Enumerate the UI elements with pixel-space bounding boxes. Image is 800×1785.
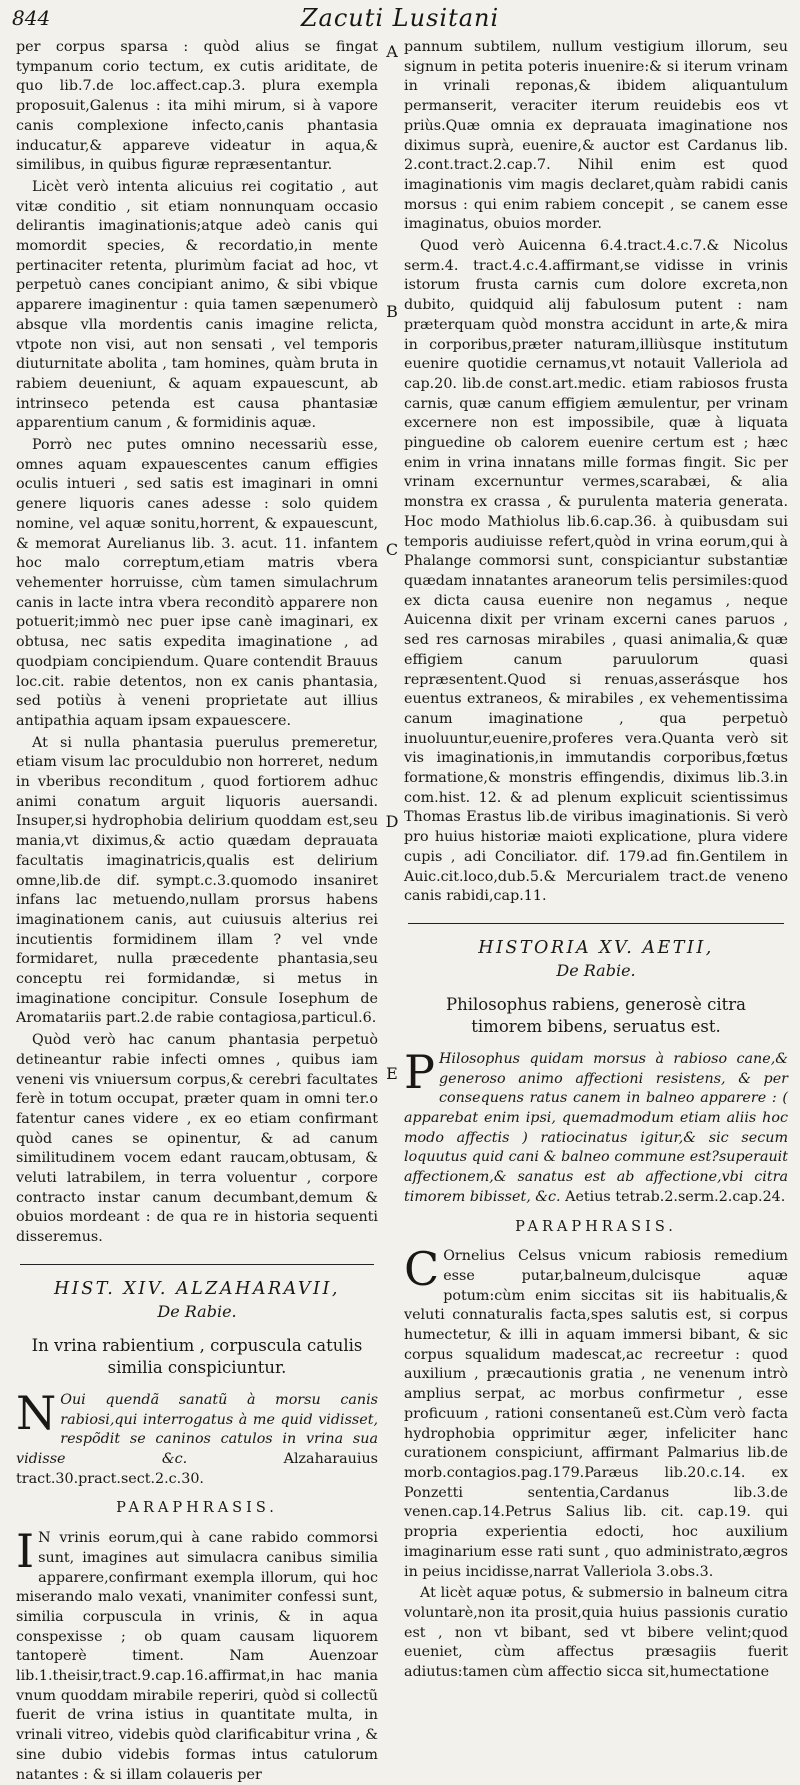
quote-reference: Aetius tetrab.2.serm.2.cap.24.: [565, 1188, 786, 1205]
paragraph: per corpus sparsa : quòd alius se fingat tympanum corio tectum, ex cutis ariditate, de quo lib.7.de loc.affect.cap.3. plura exempla proposuit,Galenus : ita mihi mirum, si à vapore canis complexione infecto,canis phantasia inducatur,& appareve videatur in aqua,& similibus, in quibus figuræ repræsentantur.: [16, 39, 378, 174]
paraphrasis-heading: PARAPHRASIS.: [515, 1218, 677, 1235]
margin-letter-c: C: [385, 540, 399, 559]
history-quote: [404, 1044, 788, 1208]
quote-reference: Alzaharauius tract.30.pract.sect.2.c.30.: [16, 1451, 378, 1487]
running-head: [12, 4, 788, 36]
drop-cap: C: [404, 1242, 440, 1297]
history-summary: In vrina rabientium , corpuscula catulis similia conspiciuntur.: [31, 1335, 363, 1377]
history-subheading: De Rabie.: [556, 960, 636, 980]
drop-cap: I: [16, 1524, 35, 1579]
paragraph: At licèt aquæ potus, & submersio in balneum citra voluntarè,non ita prosit,quia huius passionis curatio est , non vt bibant, sed vt bibere velint;quod eueniet, cùm affectus præsagiis fuerit adiutus:tamen cùm affectio sicca sit,humectatione: [404, 1585, 788, 1681]
section-divider: [408, 923, 784, 924]
margin-letter-d: D: [385, 812, 399, 831]
drop-cap: P: [404, 1044, 435, 1099]
margin-letter-e: E: [386, 1064, 398, 1083]
history-quote: [16, 1385, 378, 1490]
paraphrasis-text: [16, 1524, 378, 1785]
paragraph: Quòd verò hac canum phantasia perpetuò detineantur rabie infecti omnes , quibus iam veneni vis vniuersum corpus,& cerebri facultates ferè in totum occupat, præter quam in omni ter.o fatentur canes videre , ex eo etiam confirmant quòd canes se opinentur, & ad canum similitudinem vocem edant raucam,obtusam, & veluti latrabilem, in terra voluentur , corpore contracto instar canum decumbant,demum & obuios mordeant : de qua re in historia sequenti disseremus.: [16, 1032, 378, 1246]
quote-text: Hilosophus quidam morsus à rabioso cane,& generoso animo affectioni resistens, & per consequens ratus canem in balneo apparere : ( apparebat enim ipsi, quemadmodum etiam aliis hoc modo affectis ) ratiocinatus igitur,& sic secum loquutus quid cani & balneo commune est?superauit affectionem,& sanatus est ab affectione,vbi citra timorem bibisset, &c.: [404, 1050, 788, 1205]
paraphrasis-heading: PARAPHRASIS.: [116, 1500, 278, 1517]
paraphrasis-body: Ornelius Celsus vnicum rabiosis remedium esse putar,balneum,dulcisque aquæ potum:cùm enim siccitas sit iis habitualis,& veluti connaturalis facta,spes salutis est, si corpus humectetur, & illi in aquam immersi bibant, & sic corpus squalidum madescat,ac recreetur : quod auxilium , præcautionis gratia , ne venenum intrò amplius serpat, ac morbus confirmetur , esse proficuum , rationi consentaneũ est.Cùm verò facta hydrophobia opprimitur æger, infeliciter hanc curationem conspiciunt, affirmant Palmarius lib.de morb.contagios.pag.179.Paræus lib.20.c.14. ex Ponzetti sententia,Cardanus lib.3.de venen.cap.14.Petrus Salius lib. cit. cap.19. qui propria experientia edocti, hoc auxilium imaginarium esse rati sunt , quo administrato,ægros in peius incidisse,narrat Valleriola 3.obs.3.: [404, 1248, 788, 1580]
left-column: [16, 38, 378, 1783]
history-summary: Philosophus rabiens, generosè citra timorem bibens, seruatus est.: [446, 994, 746, 1036]
history-subheading: De Rabie.: [157, 1301, 237, 1321]
paragraph: Licèt verò intenta alicuius rei cogitatio , aut vitæ conditio , sit etiam nonnunquam occasio delirantis imaginationis;atque adeò canis qui momordit species, & recordatio,in mente pertinaciter retenta, plurimùm faciat ad hoc, vt perpetuò canes concipiant animo, & sibi vbique apparere imaginentur : quia tamen sæpenumerò absque vlla mordentis canis imagine relicta, vtpote non visi, aut non sensati , vel temporis diuturnitate abolita , tam homines, quàm bruta in rabiem deueniunt, & aquam expauescunt, ab intrinseco petenda est causa phantasiæ apparentium canum , & formidinis aquæ.: [16, 178, 378, 432]
paragraph: Quod verò Auicenna 6.4.tract.4.c.7.& Nicolus serm.4. tract.4.c.4.affirmant,se vidisse in vrinis istorum frusta carnis cum dolore excreta,non dubito, quidquid alij fabulosum putent : nam præterquam quòd monstra accidunt in arte,& mira in corporibus,præter naturam,illiùsque institutum euenire quotidie cernamus,vt notauit Valleriola ad cap.20. lib.de const.art.medic. etiam rabiosos frusta carnis, quæ canum effigiem æmulentur, per vrinam excernere non est impossibile, quæ à liquata pinguedine ob calorem euenire certum est ; hæc enim in vrina innatans mille formas fingit. Sic per vrinam excernuntur vermes,scarabæi, & alia monstra ex crassa , & purulenta materia generata. Hoc modo Mathiolus lib.6.cap.36. à quibusdam sui temporis audiuisse refert,quòd in vrina eorum,qui à Phalange commorsi sunt, conspiciantur substantiæ quædam innatantes araneorum telis persimiles:quod ex dicta causa euenire non negamus , neque Auicenna dixit per vrinam excerni canes paruos , sed res carnosas mirabiles , quasi animalia,& quæ effigiem canum paruulorum quasi repræsentent.Quod si renuas,asserásque hos euentus extraneos, & mirabiles , ex vehementissima canum imaginatione , qua perpetuò inuoluuntur,euenire,proferes vera.Quanta verò sit vis imaginationis,in immutandis corporibus,fœtus formatione,& monstris effingendis, diximus lib.3.in com.hist. 12. & ad plenum explicuit scientissimus Thomas Erastus lib.de viribus imaginationis. Si verò pro huius historiæ maioti explicatione, plura videre cupis , adi Conciliator. dif. 179.ad fin.Gentilem in Auic.cit.loco,dub.5.& Mercurialem tract.de veneno canis rabidi,cap.11.: [404, 238, 788, 905]
paraphrasis-body: N vrinis eorum,qui à cane rabido commorsi sunt, imagines aut simulacra canibus similia apparere,confirmant exempla illorum, qui hoc miserando malo vexati, vnanimiter confessi sunt, similia corpuscula in vrinis, & in aqua conspexisse ; ob quam causam liquorem tantoperè timent. Nam Auenzoar lib.1.theisir,tract.9.cap.16.affirmat,in hac mania vnum quoddam mirabile reperiri, quòd si collectũ fuerit de vrina istius in quantitate multa, in vrinali vitreo, videbis quòd clarificabitur vrina , & sine dubio videbis formas intus catulorum natantes : & si illam colaueris per: [16, 1530, 378, 1783]
running-title: Zacuti Lusitani: [300, 4, 500, 32]
paraphrasis-text: [404, 1242, 788, 1582]
section-divider: [20, 1264, 374, 1265]
drop-cap: N: [16, 1385, 57, 1440]
paragraph: At si nulla phantasia puerulus premeretur, etiam visum lac proculdubio non horreret, nedum in vberibus reconditum , quod fortiorem adhuc animi conatum arguit liquoris auersandi. Insuper,si hydrophobia delirium quoddam est,seu mania,vt diximus,& actio quædam deprauata facultatis imaginatricis,qualis est delirium omne,lib.de dif. sympt.c.3.quomodo insaniret infans lac metuendo,nullam prorsus habens imaginationem canis, aut cuiusuis alterius rei incutientis formidinem illam ? vel vnde formidaret, nulla præcedente phantasia,seu conceptu rei formidandæ, si metus in imaginatione concipitur. Consule Iosephum de Aromatariis part.2.de rabie contagiosa,particul.6.: [16, 734, 378, 1027]
paragraph: pannum subtilem, nullum vestigium illorum, seu signum in petita poteris inuenire:& si iterum vrinam in vrinali reponas,& ibidem aliquantulum permanserit, veraciter iterum reuidebis eos vt priùs.Quæ omnia ex deprauata imaginatione nos diximus suprà, euenire,& auctor est Cardanus lib. 2.cont.tract.2.cap.7. Nihil enim est quod imaginationis vim magis declaret,quàm rabidi canis morsus : qui enim rabiem concepit , se canem esse imaginatus, obuios morder.: [404, 39, 788, 233]
history-heading: HIST. XIV. ALZAHARAVII,: [54, 1278, 340, 1299]
margin-letter-a: A: [386, 42, 398, 61]
margin-letter-b: B: [386, 302, 398, 321]
right-column: [404, 38, 788, 1681]
history-heading: HISTORIA XV. AETII,: [478, 937, 714, 958]
quote-text: Oui quendã sanatũ à morsu canis rabiosi,qui interrogatus à me quid vidisset, respõdit se caninos catulos in vrina sua vidisse &c.: [16, 1391, 378, 1467]
paragraph: Porrò nec putes omnino necessariù esse, omnes aquam expauescentes canum effigies oculis intueri , sed satis est imaginari in omni genere liquoris canes adesse : solo quidem nomine, vel aquæ sonitu,horrent, & expauescunt, & memorat Aurelianus lib. 3. acut. 11. infantem hoc malo correptum,etiam matris vbera vehementer horruisse, cùm tamen simulachrum canis in lacte intra vbera reconditò apparere non potuerit;immò nec puer ipse canè imaginari, ex obtusa, nec satis expedita imaginatione , ad quodpiam concipiendum. Quare contendit Brauus loc.cit. rabie detentos, non ex canis phantasia, sed potiùs à veneni proprietate aut illius antipathia aquam ipsam expauescere.: [16, 437, 378, 729]
page-number: 844: [12, 6, 51, 30]
